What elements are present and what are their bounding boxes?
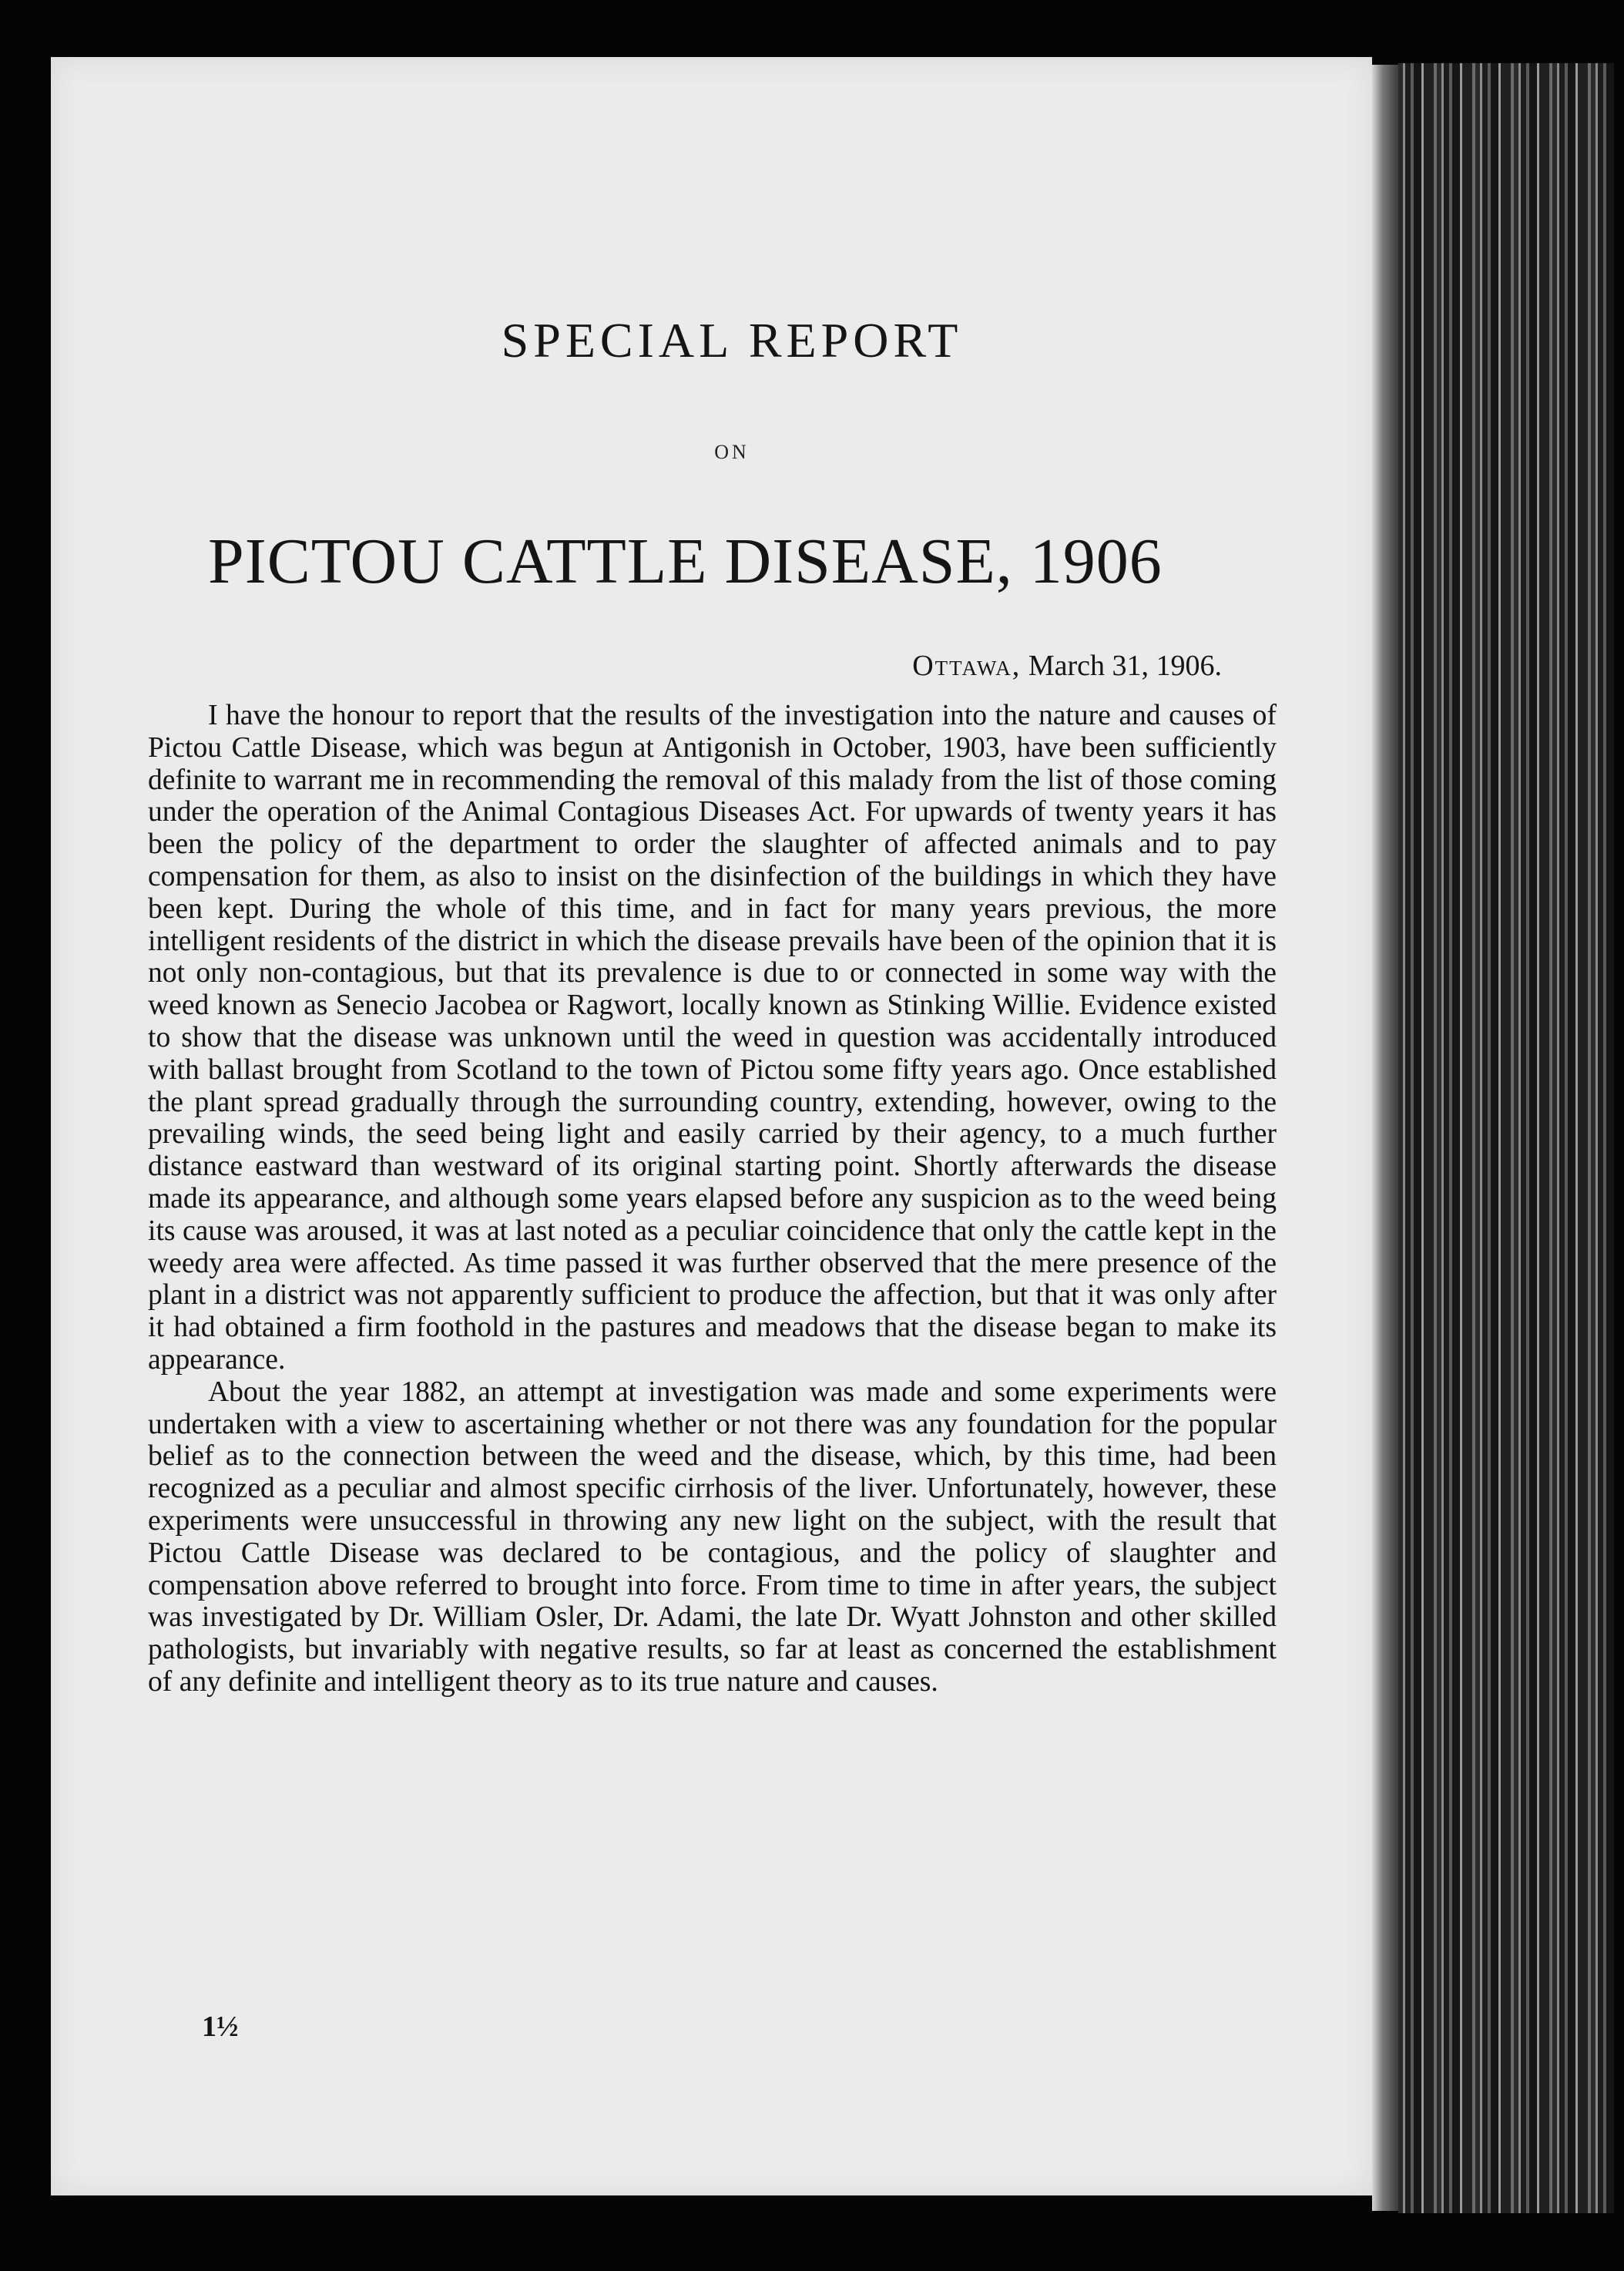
report-title-connector: ON — [714, 441, 750, 463]
paragraph-1: I have the honour to report that the results of the investigation into the nature and causes of Pictou Cattle Disease, which was begun at Antigonish in October, 1903, have been sufficiently definite to warrant me in recommending the removal of this malady from the list of those coming under the operation of the Animal Contagious Diseases Act. For upwards of twenty years it has been the policy of the department to order the slaughter of affected animals and to pay compensation for them, as also to insist on the disinfection of the buildings in which they have been kept. During the whole of this time, and in fact for many years previous, the more intelligent residents of the district in which the disease prevails have been of the opinion that it is not only non-contagious, but that its prevalence is due to or connected in some way with the weed known as Senecio Jacobea or Ragwort, locally known as Stinking Willie. Evidence existed to show that the disease was unknown until the weed in question was accidentally introduced with ballast brought from Scotland to the town of Pictou some fifty years ago. Once established the plant spread gradually through the surrounding country, extending, however, owing to the prevailing winds, the seed being light and easily carried by their agency, to a much further distance eastward than westward of its original starting point. Shortly afterwards the disease made its appearance, and although some years elapsed before any suspicion as to the weed being its cause was aroused, it was at last noted as a peculiar coincidence that only the cattle kept in the weedy area were affected. As time passed it was further observed that the mere presence of the plant in a district was not apparently sufficient to produce the affection, but that it was only after it had obtained a firm foothold in the pastures and meadows that the disease began to make its appearance. — [148, 700, 1277, 1376]
paragraph-2: About the year 1882, an attempt at investigation was made and some experiments were undertaken with a view to ascertaining whether or not there was any foundation for the popular belief as to the connection between the weed and the disease, which, by this time, had been recognized as a peculiar and almost specific cirrhosis of the liver. Unfortunately, however, these experiments were unsuccessful in throwing any new light on the subject, with the result that Pictou Cattle Disease was declared to be contagious, and the policy of slaughter and compensation above referred to brought into force. From time to time in after years, the subject was investigated by Dr. William Osler, Dr. Adami, the late Dr. Wyatt Johnston and other skilled pathologists, but invariably with negative results, so far at least as concerned the establishment of any definite and intelligent theory as to its true nature and causes. — [148, 1376, 1277, 1698]
book-spine-edge — [1372, 65, 1398, 2211]
report-title: SPECIAL REPORT — [501, 313, 963, 368]
book-spine — [1398, 63, 1614, 2213]
report-subject: PICTOU CATTLE DISEASE, 1906 — [208, 526, 1163, 597]
dateline — [912, 649, 1222, 683]
page-folio: 1½ — [202, 2011, 239, 2043]
dateline-place: Ottawa, — [912, 650, 1022, 682]
report-body — [148, 700, 1277, 1698]
dateline-date: March 31, 1906. — [1028, 650, 1222, 682]
